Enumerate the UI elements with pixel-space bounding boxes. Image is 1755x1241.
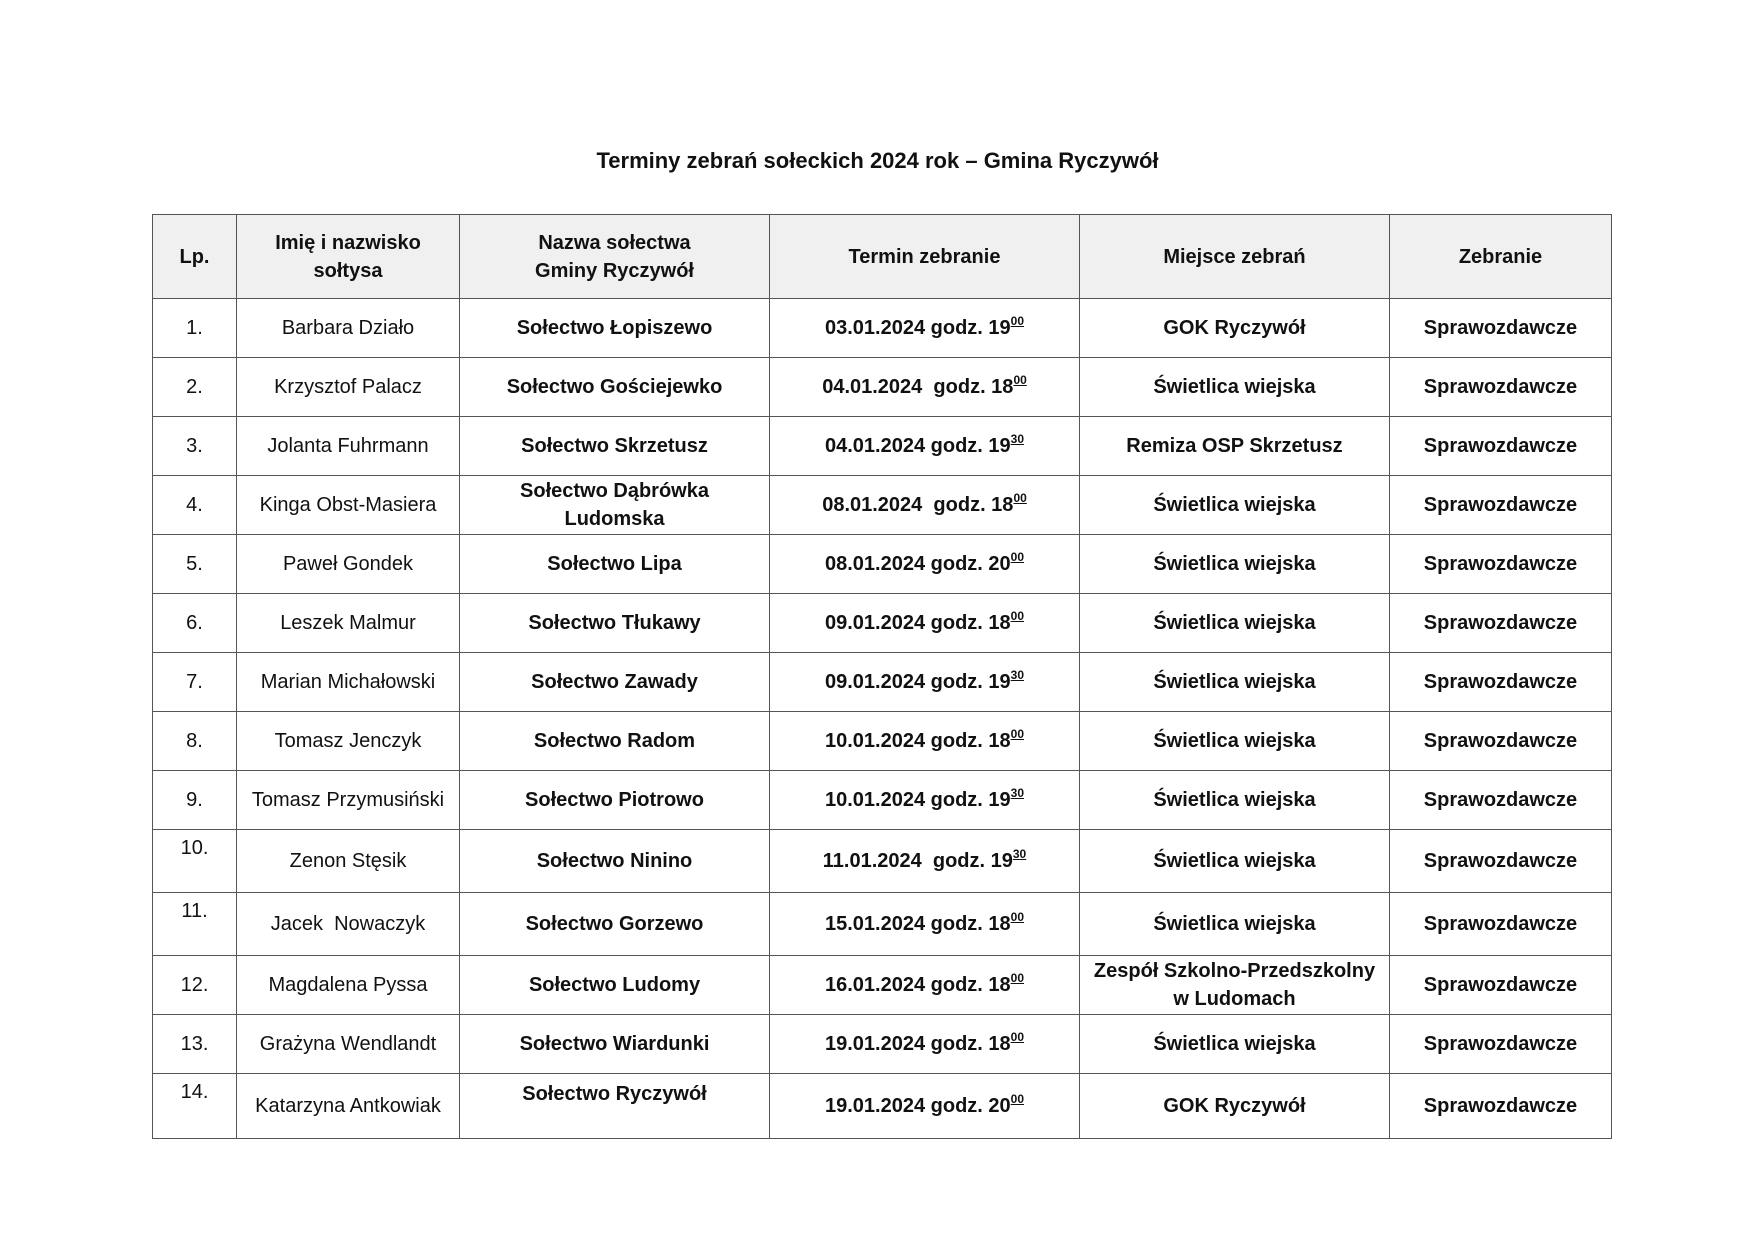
cell-termin [770,830,1080,893]
cell-miejsce: Świetlica wiejska [1080,476,1390,535]
cell-lp: 5. [153,535,237,594]
cell-nazwa: Sołectwo Wiardunki [460,1015,770,1074]
table-row [153,358,1612,417]
cell-nazwa: Sołectwo Ninino [460,830,770,893]
cell-imie: Jolanta Fuhrmann [237,417,460,476]
meetings-table [152,214,1612,1139]
date-text: 03.01.2024 godz. 19 [824,317,1011,339]
time-minutes: 00 [1010,727,1025,741]
time-minutes: 00 [1013,491,1027,505]
cell-nazwa: Sołectwo Tłukawy [460,594,770,653]
cell-lp: 1. [153,299,237,358]
time-minutes: 30 [1012,847,1027,861]
time-minutes: 00 [1010,971,1025,985]
cell-lp: 11. [153,893,237,956]
miejsce-line1: Zespół Szkolno-Przedszkolny [1093,960,1376,982]
cell-zebranie: Sprawozdawcze [1390,893,1612,956]
time-minutes: 30 [1010,668,1025,682]
table-row [153,893,1612,956]
header-imie-line1: Imię i nazwisko [275,231,421,254]
cell-termin [770,594,1080,653]
cell-termin [770,893,1080,956]
cell-lp: 6. [153,594,237,653]
header-termin: Termin zebranie [770,215,1080,299]
time-minutes: 00 [1010,1092,1025,1106]
cell-miejsce: Świetlica wiejska [1080,771,1390,830]
cell-miejsce: Świetlica wiejska [1080,830,1390,893]
cell-termin [770,1074,1080,1139]
cell-termin [770,712,1080,771]
time-minutes: 30 [1010,786,1025,800]
date-text: 15.01.2024 godz. 18 [824,913,1011,935]
table-row [153,594,1612,653]
table-row [153,653,1612,712]
cell-miejsce: Świetlica wiejska [1080,358,1390,417]
header-nazwa-line1: Nazwa sołectwa [538,231,691,254]
cell-zebranie: Sprawozdawcze [1390,830,1612,893]
cell-nazwa [460,476,770,535]
document-title: Terminy zebrań sołeckich 2024 rok – Gmina Ryczywół [596,148,1159,173]
cell-imie: Tomasz Jenczyk [237,712,460,771]
table-row [153,417,1612,476]
cell-lp: 4. [153,476,237,535]
time-minutes: 00 [1010,1030,1025,1044]
cell-zebranie: Sprawozdawcze [1390,1074,1612,1139]
cell-termin [770,771,1080,830]
cell-zebranie: Sprawozdawcze [1390,653,1612,712]
cell-imie: Marian Michałowski [237,653,460,712]
cell-lp: 12. [153,956,237,1015]
cell-zebranie: Sprawozdawcze [1390,299,1612,358]
cell-miejsce: Świetlica wiejska [1080,893,1390,956]
cell-zebranie: Sprawozdawcze [1390,771,1612,830]
date-text: 09.01.2024 godz. 19 [824,671,1011,693]
cell-imie: Magdalena Pyssa [237,956,460,1015]
header-imie-line2: sołtysa [313,259,383,282]
time-minutes: 00 [1010,910,1025,924]
cell-termin [770,358,1080,417]
cell-miejsce: Świetlica wiejska [1080,712,1390,771]
cell-miejsce [1080,956,1390,1015]
cell-lp: 14. [153,1074,237,1139]
cell-imie: Leszek Malmur [237,594,460,653]
table-row [153,476,1612,535]
header-miejsce: Miejsce zebrań [1080,215,1390,299]
cell-zebranie: Sprawozdawcze [1390,1015,1612,1074]
cell-termin [770,417,1080,476]
table-header-row [153,215,1612,299]
nazwa-line1: Sołectwo Dąbrówka [520,480,709,502]
date-text: 04.01.2024 godz. 18 [822,376,1014,398]
header-imie [237,215,460,299]
cell-termin [770,299,1080,358]
table-row [153,299,1612,358]
table-row [153,712,1612,771]
date-text: 19.01.2024 godz. 20 [824,1095,1011,1117]
time-minutes: 30 [1010,432,1025,446]
table-row [153,771,1612,830]
cell-zebranie: Sprawozdawcze [1390,358,1612,417]
cell-zebranie: Sprawozdawcze [1390,535,1612,594]
cell-nazwa: Sołectwo Piotrowo [460,771,770,830]
time-minutes: 00 [1010,609,1025,623]
date-text: 16.01.2024 godz. 18 [824,974,1011,996]
cell-imie: Kinga Obst-Masiera [237,476,460,535]
cell-termin [770,476,1080,535]
table-row [153,956,1612,1015]
cell-zebranie: Sprawozdawcze [1390,956,1612,1015]
cell-miejsce: Świetlica wiejska [1080,594,1390,653]
cell-imie: Katarzyna Antkowiak [237,1074,460,1139]
cell-lp: 9. [153,771,237,830]
cell-imie: Paweł Gondek [237,535,460,594]
table-row [153,535,1612,594]
date-text: 08.01.2024 godz. 18 [822,494,1014,516]
header-zebranie: Zebranie [1390,215,1612,299]
cell-nazwa: Sołectwo Ludomy [460,956,770,1015]
cell-imie: Krzysztof Palacz [237,358,460,417]
header-lp: Lp. [153,215,237,299]
table-row [153,1015,1612,1074]
cell-lp: 13. [153,1015,237,1074]
miejsce-line2: w Ludomach [1173,988,1296,1010]
cell-termin [770,535,1080,594]
cell-lp: 7. [153,653,237,712]
cell-nazwa: Sołectwo Łopiszewo [460,299,770,358]
cell-miejsce: Świetlica wiejska [1080,535,1390,594]
cell-nazwa: Sołectwo Skrzetusz [460,417,770,476]
nazwa-line2: Ludomska [564,508,665,530]
cell-termin [770,1015,1080,1074]
date-text: 11.01.2024 godz. 19 [822,850,1013,872]
header-nazwa-line2: Gminy Ryczywół [535,259,694,282]
cell-nazwa: Sołectwo Zawady [460,653,770,712]
cell-nazwa: Sołectwo Gościejewko [460,358,770,417]
date-text: 08.01.2024 godz. 20 [824,553,1011,575]
table-row [153,830,1612,893]
cell-miejsce: Świetlica wiejska [1080,1015,1390,1074]
cell-nazwa: Sołectwo Radom [460,712,770,771]
time-minutes: 00 [1013,373,1027,387]
table-row [153,1074,1612,1139]
cell-nazwa: Sołectwo Ryczywół [460,1074,770,1139]
date-text: 09.01.2024 godz. 18 [824,612,1011,634]
cell-nazwa: Sołectwo Gorzewo [460,893,770,956]
date-text: 10.01.2024 godz. 18 [824,730,1011,752]
cell-miejsce: Świetlica wiejska [1080,653,1390,712]
cell-zebranie: Sprawozdawcze [1390,417,1612,476]
cell-nazwa: Sołectwo Lipa [460,535,770,594]
time-minutes: 00 [1010,550,1025,564]
cell-miejsce: Remiza OSP Skrzetusz [1080,417,1390,476]
date-text: 19.01.2024 godz. 18 [824,1033,1011,1055]
cell-zebranie: Sprawozdawcze [1390,476,1612,535]
cell-imie: Jacek Nowaczyk [237,893,460,956]
cell-termin [770,956,1080,1015]
cell-miejsce: GOK Ryczywół [1080,1074,1390,1139]
cell-termin [770,653,1080,712]
cell-zebranie: Sprawozdawcze [1390,594,1612,653]
cell-imie: Zenon Stęsik [237,830,460,893]
cell-miejsce: GOK Ryczywół [1080,299,1390,358]
time-minutes: 00 [1010,314,1025,328]
date-text: 04.01.2024 godz. 19 [824,435,1011,457]
cell-lp: 10. [153,830,237,893]
header-nazwa [460,215,770,299]
date-text: 10.01.2024 godz. 19 [824,789,1011,811]
cell-zebranie: Sprawozdawcze [1390,712,1612,771]
cell-lp: 2. [153,358,237,417]
cell-imie: Grażyna Wendlandt [237,1015,460,1074]
cell-imie: Tomasz Przymusiński [237,771,460,830]
cell-imie: Barbara Działo [237,299,460,358]
cell-lp: 3. [153,417,237,476]
cell-lp: 8. [153,712,237,771]
